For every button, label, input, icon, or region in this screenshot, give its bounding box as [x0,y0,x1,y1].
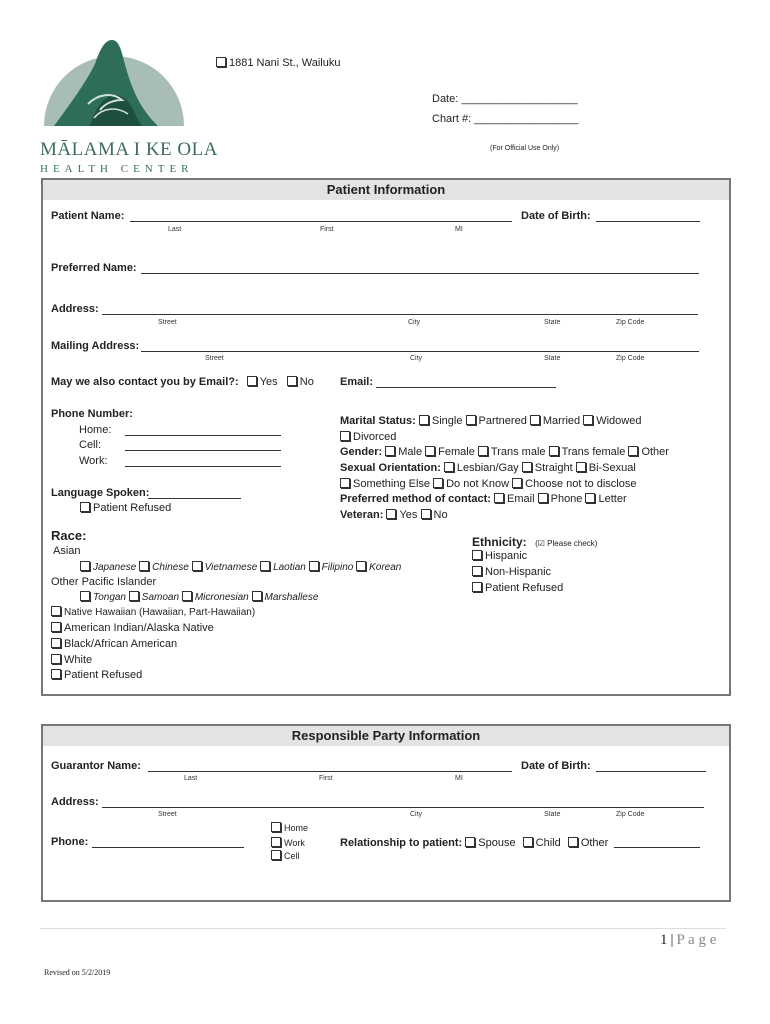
relationship-spouse-checkbox[interactable] [465,837,475,847]
mi-caption: MI [455,226,463,233]
email-contact-label: May we also contact you by Email?: [51,376,239,388]
mailing-address-label: Mailing Address: [51,340,140,352]
last-caption: Last [168,226,182,233]
ethnicity-non-hispanic [472,566,551,578]
contact-letter-checkbox[interactable] [585,493,595,503]
ethnicity-label: Ethnicity: [472,535,527,549]
race-refused-checkbox[interactable] [51,669,61,679]
pacific-option: Marshallese [264,592,319,603]
orientation-row [340,462,636,474]
orientation-something-else-checkbox[interactable] [340,478,350,488]
pacific-micronesian-checkbox[interactable] [182,591,192,601]
guarantor-state-caption: State [544,811,561,818]
pacific-tongan-checkbox[interactable] [80,591,90,601]
orientation-option: Something Else [353,478,431,490]
orientation-lesbian-gay-checkbox[interactable] [444,462,454,472]
orientation-option: Bi-Sexual [588,462,636,474]
ethnicity-note: (☑ Please check) [535,539,598,548]
mailing-state-caption: State [544,355,561,362]
preferred-name-label: Preferred Name: [51,262,137,274]
email-label: Email: [340,376,374,388]
language-refused-checkbox[interactable] [80,502,90,512]
mailing-address-input[interactable] [141,340,699,352]
contact-method-label: Preferred method of contact: [340,493,491,505]
marital-divorced-checkbox[interactable] [340,431,350,441]
work-phone-input[interactable] [125,455,281,467]
guarantor-name-input[interactable] [148,760,512,772]
home-phone-label: Home: [79,424,112,436]
page-word: P a g e [676,932,717,948]
veteran-yes-label: Yes [399,509,418,521]
phone-type-home [271,822,308,833]
pacific-option: Micronesian [194,592,249,603]
race-black-checkbox[interactable] [51,638,61,648]
clinic-address [216,57,340,69]
marital-option: Single [431,415,463,427]
orientation-option: Lesbian/Gay [456,462,519,474]
race-refused [51,669,142,681]
first-caption: First [320,226,334,233]
asian-filipino-checkbox[interactable] [309,561,319,571]
phone-cell-checkbox[interactable] [271,850,281,860]
relationship-child-checkbox[interactable] [523,837,533,847]
veteran-row [340,509,448,521]
patient-dob-input[interactable] [596,210,700,222]
guarantor-dob-input[interactable] [596,760,706,772]
contact-method-option: Email [507,493,535,505]
asian-option: Chinese [152,562,189,573]
official-use-note: (For Official Use Only) [490,145,560,152]
page-separator: | [670,932,674,948]
guarantor-last-caption: Last [184,775,198,782]
gender-option: Other [641,446,669,458]
chart-number-field[interactable]: Chart #: _________________ [432,113,579,125]
language-refused-label: Patient Refused [93,502,172,514]
asian-japanese-checkbox[interactable] [80,561,90,571]
race-black [51,638,177,650]
asian-label: Asian [53,545,81,557]
mailing-city-caption: City [410,355,423,362]
contact-method-row [340,493,627,505]
mailing-zip-caption: Zip Code [616,355,645,362]
email-contact-yes-checkbox[interactable] [247,376,257,386]
ethnicity-header [472,533,597,551]
phone-type-label: Cell [284,851,300,861]
home-phone-input[interactable] [125,424,281,436]
city-caption: City [408,319,421,326]
pacific-option: Tongan [93,592,126,603]
yes-label: Yes [259,376,278,388]
race-option: American Indian/Alaska Native [64,622,214,634]
ethnicity-hispanic [472,550,527,562]
race-option: Black/African American [64,638,178,650]
relationship-option: Other [580,837,609,849]
relationship-other-checkbox[interactable] [568,837,578,847]
ethnicity-refused [472,582,563,594]
ethnicity-option: Non-Hispanic [485,566,552,578]
gender-option: Trans female [561,446,626,458]
cell-phone-input[interactable] [125,439,281,451]
cell-phone-label: Cell: [79,439,102,451]
orientation-option: Straight [534,462,573,474]
relationship-option: Child [535,837,561,849]
contact-email-checkbox[interactable] [494,493,504,503]
contact-method-option: Phone [550,493,583,505]
pacific-marshallese-checkbox[interactable] [252,591,262,601]
ethnicity-non-hispanic-checkbox[interactable] [472,566,482,576]
patient-name-label: Patient Name: [51,210,125,222]
phone-type-label: Work [284,838,305,848]
email-input[interactable] [376,376,556,388]
pacific-options-row [80,591,318,603]
marital-option: Partnered [478,415,527,427]
veteran-yes-checkbox[interactable] [386,509,396,519]
relationship-label: Relationship to patient: [340,837,463,849]
page-number [660,932,716,949]
guarantor-street-caption: Street [158,811,177,818]
marital-married-checkbox[interactable] [530,415,540,425]
language-input[interactable] [148,487,241,499]
street-caption: Street [158,319,177,326]
guarantor-zip-caption: Zip Code [616,811,645,818]
patient-name-input[interactable] [130,210,512,222]
mailing-street-caption: Street [205,355,224,362]
address-input[interactable] [102,303,698,315]
marital-divorced-row [340,431,396,443]
phone-type-work [271,837,305,848]
veteran-no-label: No [433,509,448,521]
marital-option: Widowed [596,415,642,427]
race-native-hawaiian [51,606,255,618]
asian-option: Laotian [273,562,306,573]
asian-option: Filipino [321,562,354,573]
gender-row [340,446,669,458]
address-checkbox[interactable] [216,57,226,67]
gender-option: Female [438,446,475,458]
race-option: Native Hawaiian (Hawaiian, Part-Hawaiian) [64,607,256,618]
responsible-party-title: Responsible Party Information [43,726,729,746]
ethnicity-refused-checkbox[interactable] [472,582,482,592]
pacific-islander-label: Other Pacific Islander [51,576,157,588]
race-american-indian-checkbox[interactable] [51,622,61,632]
contact-phone-checkbox[interactable] [538,493,548,503]
phone-type-cell [271,850,300,861]
guarantor-address-label: Address: [51,796,99,808]
gender-other-checkbox[interactable] [628,446,638,456]
patient-info-title: Patient Information [43,180,729,200]
orientation-option: Choose not to disclose [525,478,637,490]
guarantor-phone-label: Phone: [51,836,89,848]
asian-option: Vietnamese [204,562,258,573]
preferred-name-input[interactable] [141,262,699,274]
phone-type-label: Home [284,823,309,833]
marital-row [340,415,641,427]
marital-option: Married [542,415,581,427]
relationship-row [340,836,700,849]
guarantor-phone-input[interactable] [92,836,244,848]
language-refused [80,502,171,514]
email-contact-no-checkbox[interactable] [287,376,297,386]
orientation-straight-checkbox[interactable] [522,462,532,472]
asian-option: Korean [369,562,402,573]
gender-female-checkbox[interactable] [425,446,435,456]
race-label: Race: [51,528,87,543]
gender-option: Trans male [490,446,546,458]
address-label: Address: [51,303,99,315]
gender-male-checkbox[interactable] [385,446,395,456]
mountain-logo-icon [40,34,190,134]
race-white-checkbox[interactable] [51,654,61,664]
race-native-hawaiian-checkbox[interactable] [51,606,61,616]
marital-partnered-checkbox[interactable] [466,415,476,425]
guarantor-name-label: Guarantor Name: [51,760,141,772]
orientation-do-not-know-checkbox[interactable] [433,478,443,488]
patient-dob-label: Date of Birth: [521,210,591,222]
ethnicity-hispanic-checkbox[interactable] [472,550,482,560]
guarantor-dob-label: Date of Birth: [521,760,591,772]
orientation-label: Sexual Orientation: [340,462,441,474]
pacific-samoan-checkbox[interactable] [129,591,139,601]
marital-widowed-checkbox[interactable] [583,415,593,425]
race-option: White [64,654,93,666]
gender-trans-female-checkbox[interactable] [549,446,559,456]
orientation-row-2 [340,478,636,490]
asian-options-row [80,561,401,573]
race-white [51,654,92,666]
relationship-option: Spouse [478,837,516,849]
revised-date: Revised on 5/2/2019 [44,968,111,977]
gender-option: Male [398,446,423,458]
asian-vietnamese-checkbox[interactable] [192,561,202,571]
logo [40,34,218,175]
language-label: Language Spoken: [51,487,150,499]
race-american-indian [51,622,214,634]
guarantor-city-caption: City [410,811,423,818]
email-contact-row [51,376,314,388]
orientation-option: Do not Know [446,478,510,490]
marital-single-checkbox[interactable] [419,415,429,425]
address-text: 1881 Nani St., Wailuku [229,57,341,69]
asian-chinese-checkbox[interactable] [139,561,149,571]
contact-method-option: Letter [598,493,627,505]
no-label: No [299,376,314,388]
guarantor-address-input[interactable] [102,796,704,808]
orientation-bisexual-checkbox[interactable] [576,462,586,472]
guarantor-first-caption: First [319,775,333,782]
asian-option: Japanese [93,562,137,573]
marital-label: Marital Status: [340,415,416,427]
relationship-other-input[interactable] [614,836,700,848]
asian-laotian-checkbox[interactable] [260,561,270,571]
logo-subtitle: HEALTH CENTER [40,163,194,175]
work-phone-label: Work: [79,455,108,467]
logo-title: MĀLAMA I KE OLA [40,139,218,160]
date-field[interactable]: Date: ___________________ [432,93,578,105]
veteran-no-checkbox[interactable] [421,509,431,519]
footer-divider [40,928,726,929]
ethnicity-option: Hispanic [485,550,528,562]
phone-number-label: Phone Number: [51,408,133,420]
marital-option: Divorced [353,431,397,443]
page-num: 1 [660,932,668,948]
state-caption: State [544,319,561,326]
race-option: Patient Refused [64,669,143,681]
gender-trans-male-checkbox[interactable] [478,446,488,456]
gender-label: Gender: [340,446,383,458]
veteran-label: Veteran: [340,509,384,521]
asian-korean-checkbox[interactable] [356,561,366,571]
phone-home-checkbox[interactable] [271,822,281,832]
ethnicity-option: Patient Refused [485,582,564,594]
pacific-option: Samoan [141,592,180,603]
zip-caption: Zip Code [616,319,645,326]
orientation-not-disclose-checkbox[interactable] [512,478,522,488]
guarantor-mi-caption: MI [455,775,463,782]
phone-work-checkbox[interactable] [271,837,281,847]
